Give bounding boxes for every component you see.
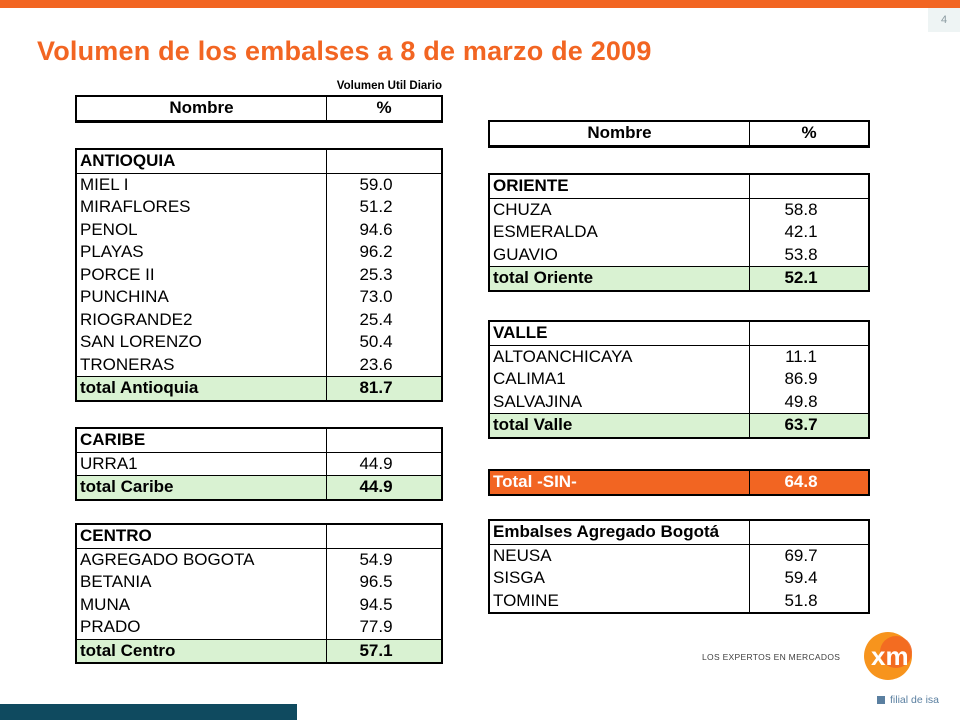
column-header-name: Nombre <box>77 97 327 121</box>
region-title-cell <box>750 175 868 199</box>
total-label: total Valle <box>490 413 750 437</box>
reservoir-name: PRADO <box>77 616 327 639</box>
total-value: 57.1 <box>327 639 441 663</box>
total-label: total Centro <box>77 639 327 663</box>
reservoir-value: 44.9 <box>359 453 393 473</box>
reservoir-value: 73.0 <box>359 287 393 306</box>
reservoir-value: 94.6 <box>359 219 393 239</box>
region-title-cell <box>327 150 441 174</box>
reservoir-name: TRONERAS <box>77 354 327 377</box>
region-title-cell <box>750 322 868 346</box>
reservoir-value: 77.9 <box>359 617 393 636</box>
table-total-sin <box>488 469 870 496</box>
bottom-band <box>0 704 297 720</box>
reservoir-name: BETANIA <box>77 571 327 594</box>
total-value: 63.7 <box>750 413 868 437</box>
total-label: total Oriente <box>490 266 750 290</box>
reservoir-value: 86.9 <box>784 369 818 388</box>
reservoir-name: PENOL <box>77 219 327 242</box>
page-title: Volumen de los embalses a 8 de marzo de 2009 <box>37 36 652 66</box>
reservoir-value: 51.8 <box>784 590 818 610</box>
header-table-right <box>488 120 870 148</box>
reservoir-name: ESMERALDA <box>490 221 750 244</box>
volume-label: Volumen Util Diario <box>336 80 442 92</box>
reservoir-value: 49.8 <box>784 391 818 411</box>
reservoir-value: 25.4 <box>359 309 393 329</box>
reservoir-name: MUNA <box>77 594 327 617</box>
filial-label <box>877 694 939 706</box>
column-header-pct: % <box>750 122 868 146</box>
reservoir-value: 96.2 <box>359 242 393 261</box>
total-label: total Antioquia <box>77 376 327 400</box>
reservoir-name: TOMINE <box>490 590 750 613</box>
reservoir-name: URRA1 <box>77 453 327 476</box>
table-valle <box>488 320 870 439</box>
reservoir-value: 53.8 <box>784 244 818 264</box>
reservoir-name: NEUSA <box>490 545 750 568</box>
total-value: 52.1 <box>750 266 868 290</box>
square-bullet-icon <box>877 696 885 704</box>
region-title-cell <box>750 521 868 545</box>
table-bogota <box>488 519 870 614</box>
region-title: ANTIOQUIA <box>77 150 327 174</box>
column-header-pct: % <box>327 97 441 121</box>
reservoir-value: 69.7 <box>784 545 818 565</box>
total-label: total Caribe <box>77 475 327 499</box>
region-title-cell <box>327 429 441 453</box>
reservoir-name: CALIMA1 <box>490 368 750 391</box>
reservoir-value: 51.2 <box>359 197 393 216</box>
reservoir-value: 42.1 <box>784 222 818 241</box>
column-header-name: Nombre <box>490 122 750 146</box>
reservoir-value: 11.1 <box>785 346 817 366</box>
reservoir-name: CHUZA <box>490 199 750 222</box>
filial-text: filial de isa <box>890 694 940 706</box>
reservoir-name: PLAYAS <box>77 241 327 264</box>
reservoir-name: MIRAFLORES <box>77 196 327 219</box>
reservoir-value: 59.0 <box>359 174 393 194</box>
table-oriente <box>488 173 870 292</box>
region-title: Embalses Agregado Bogotá <box>490 521 750 545</box>
reservoir-name: SALVAJINA <box>490 391 750 414</box>
total-sin-label: Total -SIN- <box>490 471 750 494</box>
total-sin-value: 64.8 <box>750 471 868 494</box>
total-value: 81.7 <box>327 376 441 400</box>
region-title-cell <box>327 525 441 549</box>
reservoir-name: RIOGRANDE2 <box>77 309 327 332</box>
logo-brand: xm <box>871 641 909 671</box>
reservoir-value: 54.9 <box>359 549 393 569</box>
region-title: CARIBE <box>77 429 327 453</box>
region-title: VALLE <box>490 322 750 346</box>
total-value: 44.9 <box>327 475 441 499</box>
reservoir-name: PUNCHINA <box>77 286 327 309</box>
top-accent-bar <box>0 0 960 8</box>
reservoir-value: 50.4 <box>359 332 393 351</box>
reservoir-value: 25.3 <box>359 264 393 284</box>
reservoir-value: 96.5 <box>359 572 393 591</box>
xm-logo-icon <box>862 630 924 682</box>
reservoir-name: SISGA <box>490 567 750 590</box>
reservoir-value: 58.8 <box>784 199 818 219</box>
table-centro <box>75 523 443 664</box>
reservoir-value: 59.4 <box>784 568 818 587</box>
reservoir-name: AGREGADO BOGOTA <box>77 549 327 572</box>
page-number: 4 <box>928 8 960 32</box>
header-table-left <box>75 95 443 123</box>
region-title: CENTRO <box>77 525 327 549</box>
reservoir-name: GUAVIO <box>490 244 750 267</box>
reservoir-name: ALTOANCHICAYA <box>490 346 750 369</box>
region-title: ORIENTE <box>490 175 750 199</box>
logo-tagline: LOS EXPERTOS EN MERCADOS <box>702 652 841 662</box>
reservoir-name: PORCE II <box>77 264 327 287</box>
table-caribe <box>75 427 443 501</box>
table-antioquia <box>75 148 443 402</box>
reservoir-name: SAN LORENZO <box>77 331 327 354</box>
reservoir-value: 94.5 <box>359 594 393 614</box>
reservoir-value: 23.6 <box>359 354 393 374</box>
reservoir-name: MIEL I <box>77 174 327 197</box>
